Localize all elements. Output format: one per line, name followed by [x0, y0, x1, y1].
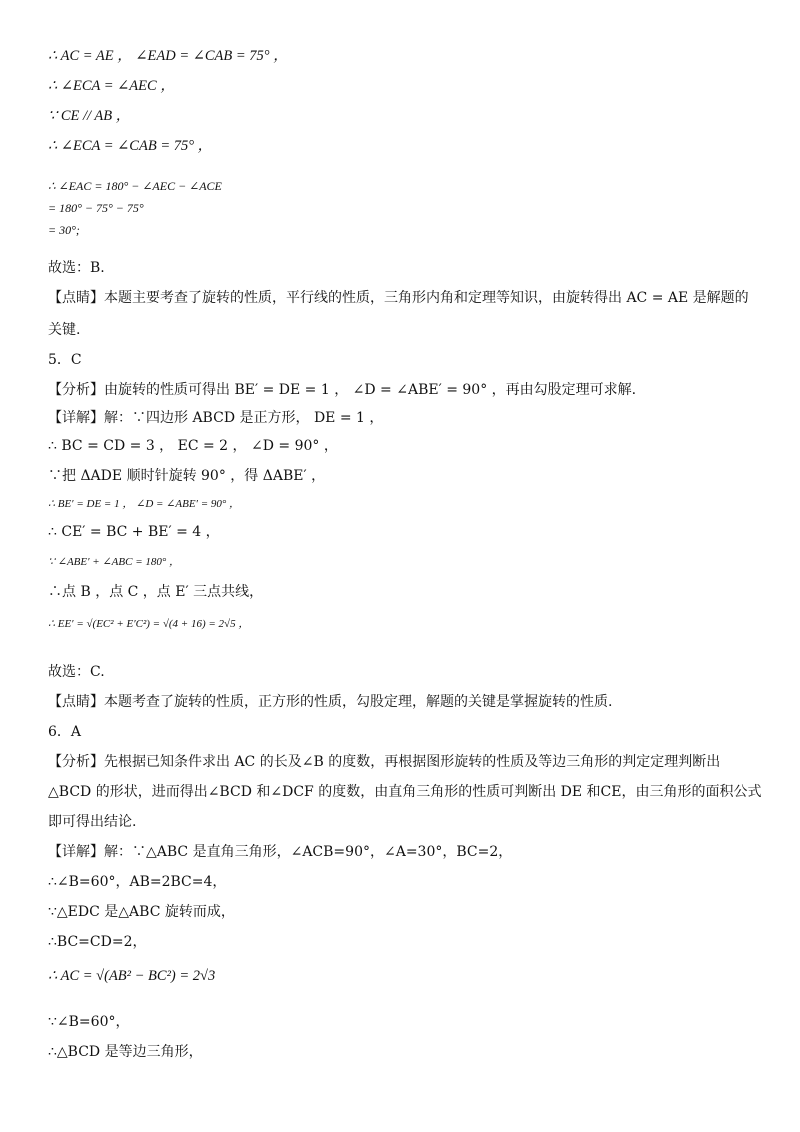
text-line: ∴ BC = CD = 3 ， EC = 2 ， ∠D = 90° ， — [48, 438, 338, 454]
text-line: ∵ CE // AB ， — [48, 108, 131, 124]
text-line: = 30°; — [48, 223, 80, 237]
text-line: = 180° − 75° − 75° — [48, 201, 144, 215]
text-line: 故选：C. — [48, 664, 105, 680]
text-line: ∴ CE′ = BC + BE′ = 4 ， — [48, 524, 220, 540]
text-line: 【分析】由旋转的性质可得出 BE′ = DE = 1 ， ∠D = ∠ABE′ = 90° ，再由勾股定理可求解. — [48, 382, 637, 398]
question-number: 5．C — [48, 352, 82, 368]
text-line: 【点睛】本题主要考查了旋转的性质，平行线的性质，三角形内角和定理等知识，由旋转得出 AC = AE 是解题的 — [48, 290, 749, 306]
text-line: ∵把 ΔADE 顺时针旋转 90° ，得 ΔABE′ ， — [48, 468, 326, 484]
text-line: 【点睛】本题考查了旋转的性质，正方形的性质，勾股定理，解题的关键是掌握旋转的性质. — [48, 694, 613, 710]
question-number: 6．A — [48, 724, 82, 740]
text-line: ∴∠B=60°，AB=2BC=4， — [48, 874, 227, 890]
text-line: ∴ ∠ECA = ∠CAB = 75° ， — [48, 138, 213, 154]
text-line: 【详解】解：∵△ABC 是直角三角形，∠ACB=90°，∠A=30°，BC=2， — [48, 844, 513, 860]
text-line: 关键. — [48, 322, 81, 338]
text-line: ∴点 B ，点 C ，点 E′ 三点共线， — [48, 584, 264, 600]
text-line: 故选：B. — [48, 260, 105, 276]
text-line: △BCD 的形状，进而得出∠BCD 和∠DCF 的度数，由直角三角形的性质可判断出 DE 和CE，由三角形的面积公式 — [48, 784, 762, 800]
text-line: ∴ AC = AE ， ∠EAD = ∠CAB = 75° ， — [48, 48, 288, 64]
text-line: 【详解】解：∵四边形 ABCD 是正方形， DE = 1 ， — [48, 410, 384, 426]
text-line: ∴BC=CD=2， — [48, 934, 147, 950]
text-line: 【分析】先根据已知条件求出 AC 的长及∠B 的度数，再根据图形旋转的性质及等边三角形的判定定理判断出 — [48, 754, 721, 770]
text-line: ∵△EDC 是△ABC 旋转而成， — [48, 904, 235, 920]
text-line: ∴ ∠EAC = 180° − ∠AEC − ∠ACE — [48, 179, 222, 193]
text-line: ∴ AC = √(AB² − BC²) = 2√3 — [48, 968, 216, 984]
text-line: ∴ BE′ = DE = 1 ， ∠D = ∠ABE′ = 90° ， — [48, 498, 241, 510]
text-line: ∴ EE′ = √(EC² + E′C²) = √(4 + 16) = 2√5 ， — [48, 618, 250, 630]
text-line: ∴△BCD 是等边三角形， — [48, 1044, 203, 1060]
text-line: ∵ ∠ABE′ + ∠ABC = 180° ， — [48, 556, 181, 568]
text-line: 即可得出结论. — [48, 814, 137, 830]
text-line: ∴ ∠ECA = ∠AEC ， — [48, 78, 175, 94]
text-line: ∵∠B=60°， — [48, 1014, 130, 1030]
